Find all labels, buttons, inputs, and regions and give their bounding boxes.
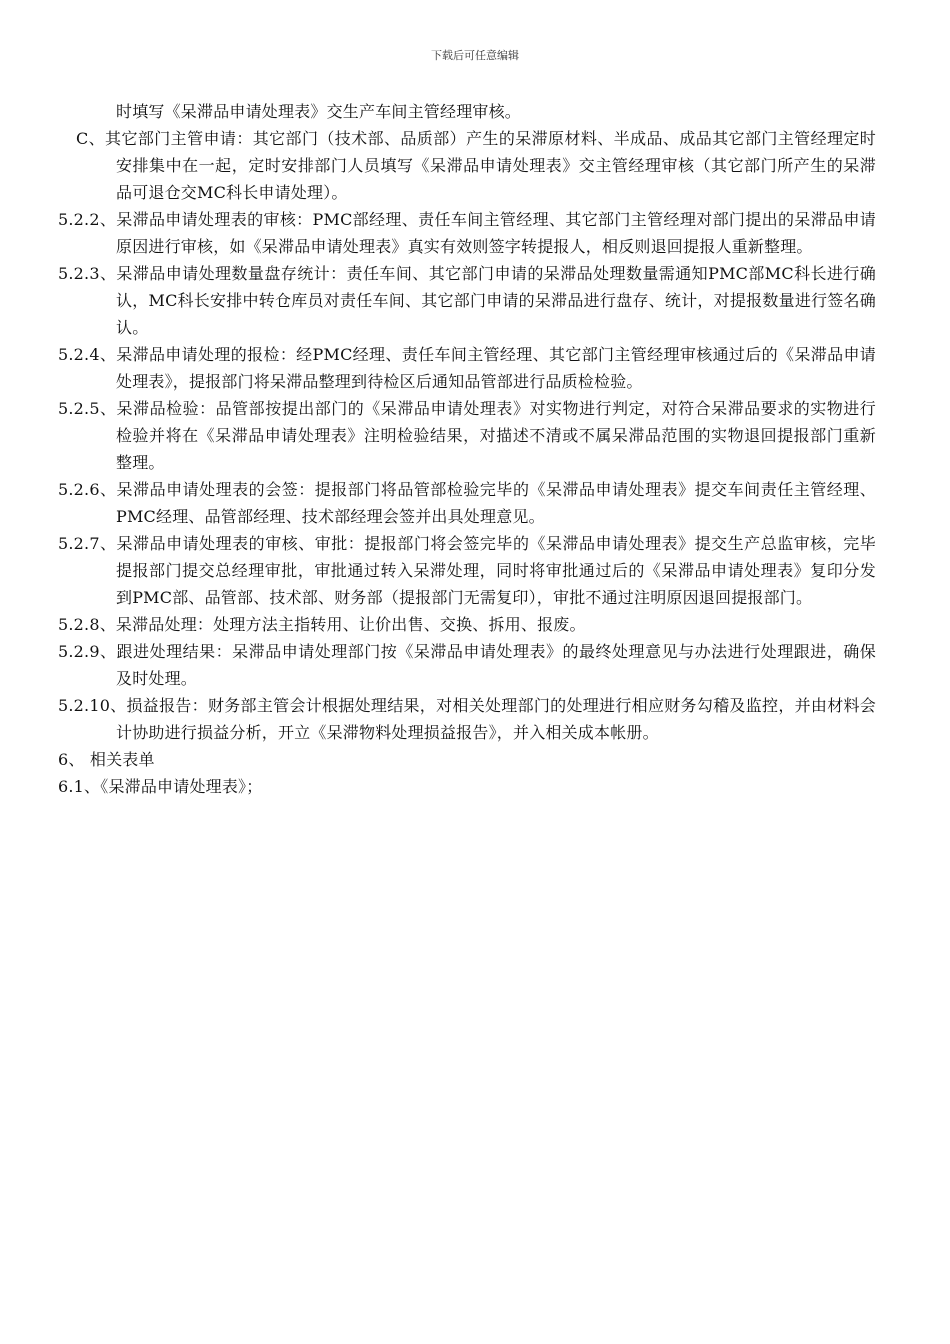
paragraph-5-2-5: 5.2.5、呆滞品检验：品管部按提出部门的《呆滞品申请处理表》对实物进行判定，对符合呆滞品要求的实物进行检验并将在《呆滞品申请处理表》注明检验结果，对描述不清或不属呆滞品范围的实物退回提报部门重新整理。 [58, 399, 876, 472]
paragraph-5-2-7: 5.2.7、呆滞品申请处理表的审核、审批：提报部门将会签完毕的《呆滞品申请处理表》提交生产总监审核，完毕提报部门提交总经理审批，审批通过转入呆滞处理，同时将审批通过后的《呆滞品申请处理表》复印分发到PMC部、品管部、技术部、财务部（提报部门无需复印），审批不通过注明原因退回提报部门。 [58, 534, 876, 607]
paragraph-5-2-9: 5.2.9、跟进处理结果：呆滞品申请处理部门按《呆滞品申请处理表》的最终处理意见与办法进行处理跟进，确保及时处理。 [58, 642, 876, 688]
section-6-heading: 6、 相关表单 [58, 750, 155, 769]
paragraph-continuation: 时填写《呆滞品申请处理表》交生产车间主管经理审核。 [116, 102, 522, 121]
page-header: 下载后可任意编辑 [431, 49, 519, 62]
paragraph-5-2-10: 5.2.10、损益报告：财务部主管会计根据处理结果，对相关处理部门的处理进行相应财务勾稽及监控，并由材料会计协助进行损益分析，开立《呆滞物料处理损益报告》，并入相关成本帐册。 [58, 696, 876, 742]
document-body [58, 98, 876, 800]
paragraph-5-2-3: 5.2.3、呆滞品申请处理数量盘存统计：责任车间、其它部门申请的呆滞品处理数量需通知PMC部MC科长进行确认，MC科长安排中转仓库员对责任车间、其它部门申请的呆滞品进行盘存、统计，对提报数量进行签名确认。 [58, 264, 876, 337]
paragraph-6-1: 6.1、《呆滞品申请处理表》； [58, 777, 263, 796]
paragraph-5-2-6: 5.2.6、呆滞品申请处理表的会签：提报部门将品管部检验完毕的《呆滞品申请处理表》提交车间责任主管经理、PMC经理、品管部经理、技术部经理会签并出具处理意见。 [58, 480, 876, 526]
paragraph-5-2-2: 5.2.2、呆滞品申请处理表的审核：PMC部经理、责任车间主管经理、其它部门主管经理对部门提出的呆滞品申请原因进行审核，如《呆滞品申请处理表》真实有效则签字转提报人，相反则退回提报人重新整理。 [58, 210, 876, 256]
paragraph-c-other-dept: C、其它部门主管申请：其它部门（技术部、品质部）产生的呆滞原材料、半成品、成品其它部门主管经理定时安排集中在一起，定时安排部门人员填写《呆滞品申请处理表》交主管经理审核（其它部门所产生的呆滞品可退仓交MC科长申请处理）。 [76, 129, 876, 202]
paragraph-5-2-4: 5.2.4、呆滞品申请处理的报检：经PMC经理、责任车间主管经理、其它部门主管经理审核通过后的《呆滞品申请处理表》，提报部门将呆滞品整理到待检区后通知品管部进行品质检检验。 [58, 345, 876, 391]
paragraph-5-2-8: 5.2.8、呆滞品处理：处理方法主指转用、让价出售、交换、拆用、报废。 [58, 615, 586, 634]
